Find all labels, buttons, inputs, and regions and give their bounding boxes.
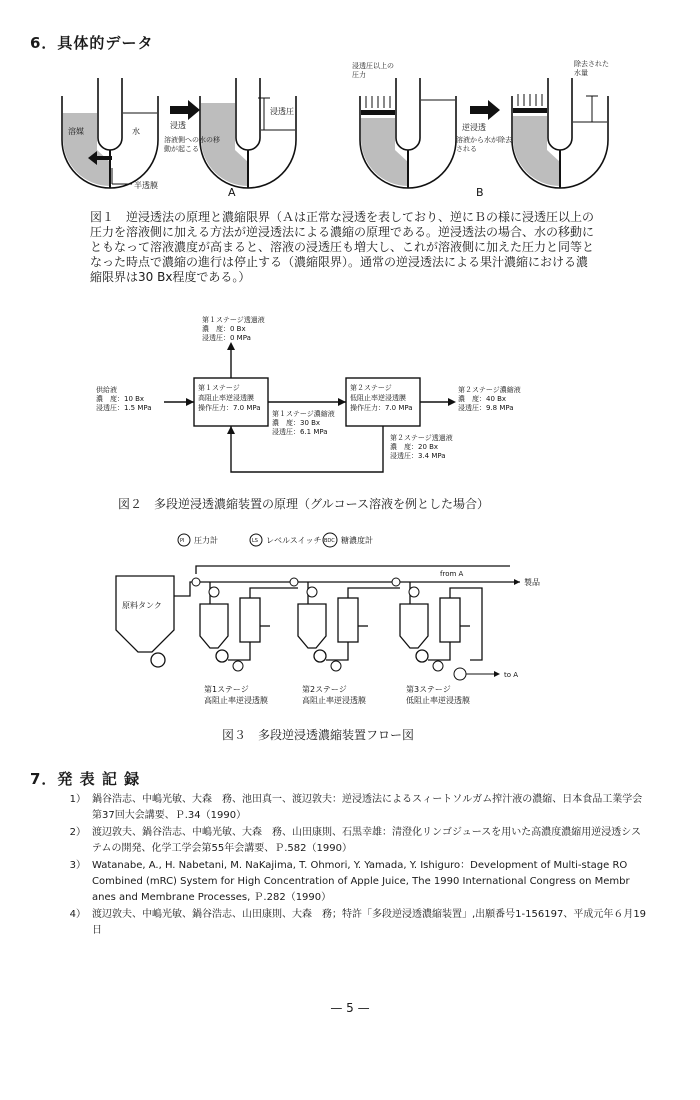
fig1-applied-pressure: 浸透圧以上の圧力 (352, 62, 394, 79)
fig2-stage2-permeate-pressure: 浸透圧：3.4 MPa (390, 452, 446, 460)
bdc-legend-symbol: BDC (324, 538, 335, 544)
stage3-label-line2: 低阻止率逆浸透膜 (406, 696, 470, 705)
fig2-stage1-conc-pressure: 浸透圧：6.1 MPa (272, 428, 328, 436)
figure-2-caption: 図２ 多段逆浸透濃縮装置の原理（グルコース溶液を例とした場合） (118, 497, 490, 511)
stage3-label-line1: 第3ステージ (406, 685, 451, 694)
fig2-stage1-pressure: 操作圧力：7.0 MPa (198, 404, 261, 412)
fig1-membrane-label: 半透膜 (134, 181, 158, 190)
pi-legend-symbol: PI (180, 538, 185, 544)
page-number: — 5 — (330, 1001, 370, 1015)
fig2-stage1-permeate-conc: 濃 度：0 Bx (202, 325, 246, 333)
fig2-stage2-title: 第２ステージ (350, 384, 392, 392)
fig1-reverse-osmosis: 逆浸透 (462, 123, 486, 132)
fig2-feed-title: 供給液 (96, 386, 117, 394)
fig1-water-label: 水 (132, 127, 140, 136)
fig1-ro-note: 溶液から水が除去される (456, 136, 512, 153)
fig2-stage2-conc-conc: 濃 度：40 Bx (458, 395, 507, 403)
fig2-stage1-conc-title: 第１ステージ濃縮液 (272, 410, 335, 418)
pi-legend-label: 圧力計 (194, 536, 218, 545)
fig2-stage1-permeate-pressure: 浸透圧：0 MPa (202, 334, 251, 342)
figure-2-diagram (90, 308, 570, 484)
stage2-label-line2: 高阻止率逆浸透膜 (302, 696, 366, 705)
ls-legend-label: レベルスイッチ (266, 536, 322, 545)
arrow-a (170, 100, 200, 120)
to-a-label: to A (504, 671, 519, 679)
fig1-osmosis-note: 溶液側への水の移動が起こる (164, 136, 220, 153)
fig1-removed-water: 除去された水量 (574, 60, 609, 77)
fig2-stage2-conc-pressure: 浸透圧：9.8 MPa (458, 404, 514, 412)
raw-material-tank (116, 576, 174, 652)
fig2-stage2-conc-title: 第２ステージ濃縮液 (458, 386, 521, 394)
reference-item: 2） 渡辺敦夫、鍋谷浩志、中嶋光敏、大森 務、山田康則、石黒幸雄：清澄化リンゴジュースを用いた高濃度濃縮用逆浸透システムの開発、化学工学会第55年会講要、Ｐ.582（1990） (69, 827, 641, 854)
fig2-stage2-permeate-title: 第２ステージ透過液 (390, 434, 453, 442)
fig1-osmotic-pressure: 浸透圧 (270, 107, 294, 116)
product-label: 製品 (524, 578, 540, 587)
fig2-stage1-title: 第１ステージ (198, 384, 240, 392)
fig2-stage1-type: 高阻止率逆浸透膜 (198, 394, 254, 402)
bdc-legend-label: 糖濃度計 (341, 536, 373, 545)
fig1-osmosis-label: 浸透 (170, 121, 186, 130)
stage2-label-line1: 第2ステージ (302, 685, 347, 694)
fig2-stage2-type: 低阻止率逆浸透膜 (350, 394, 406, 402)
section-7-heading: 7．発 表 記 録 (30, 770, 141, 788)
arrow-b (470, 100, 500, 120)
fig2-stage1-permeate-title: 第１ステージ透過液 (202, 316, 265, 324)
stage1-label-line1: 第1ステージ (204, 685, 249, 694)
from-a-label: from A (440, 570, 464, 578)
fig2-feed-pressure: 浸透圧：1.5 MPa (96, 404, 152, 412)
fig2-stage2-pressure: 操作圧力：7.0 MPa (350, 404, 413, 412)
reference-item: 3） Watanabe, A., H. Nabetani, M. NaKajima, T. Ohmori, Y. Yamada, Y. Ishiguro：Development of Multi-stage RO Combined (mRC) System for High Concentration of Apple Juice, The 1990 International Congress on Membr anes and Membrane Processes, Ｐ.282（1990） (69, 860, 630, 903)
fig1-solute-label: 溶媒 (68, 127, 84, 136)
fig2-feed-conc: 濃 度：10 Bx (96, 395, 145, 403)
stage1-label-line2: 高阻止率逆浸透膜 (204, 696, 268, 705)
raw-tank-label: 原料タンク (122, 601, 162, 610)
fig1-panel-b: B (476, 186, 484, 198)
ls-legend-symbol: LS (252, 538, 258, 544)
fig1-panel-a: A (228, 186, 236, 198)
figure-1-caption: 図１ 逆浸透法の原理と濃縮限界（Ａは正常な浸透を表しており、逆にＢの様に浸透圧以上の圧力を溶液側に加える方法が逆浸透法による濃縮の原理である。逆浸透法の場合、水の移動にともなって溶液濃度が高まると、溶液の浸透圧も増大し、これが溶液側に加えた圧力と同等となった時点で濃縮の進行は停止する（濃縮限界）。通常の逆浸透法による果汁濃縮における濃縮限界は30 Bx程度である。） (90, 210, 595, 284)
fig2-stage1-conc-conc: 濃 度：30 Bx (272, 419, 321, 427)
bdc-sensor (454, 668, 466, 680)
reference-list (60, 792, 650, 940)
figure-1-diagram (52, 58, 612, 198)
reference-item: 1） 鍋谷浩志、中嶋光敏、大森 務、池田真一、渡辺敦夫：逆浸透法によるスィートソルガム搾汁液の濃縮、日本食品工業学会第37回大会講要、Ｐ.34（1990） (69, 794, 643, 821)
u-tube-a-inner (98, 78, 122, 150)
section-6-heading: 6．具体的データ (30, 34, 154, 52)
figure-3-flow-diagram (110, 526, 598, 722)
figure-3-caption: 図３ 多段逆浸透濃縮装置フロー図 (222, 728, 415, 742)
reference-item: 4） 渡辺敦夫、中嶋光敏、鍋谷浩志、山田康則、大森 務；特許「多段逆浸透濃縮装置」,出願番号1-156197、平成元年６月19日 (69, 909, 647, 936)
fig2-stage2-permeate-conc: 濃 度：20 Bx (390, 443, 439, 451)
